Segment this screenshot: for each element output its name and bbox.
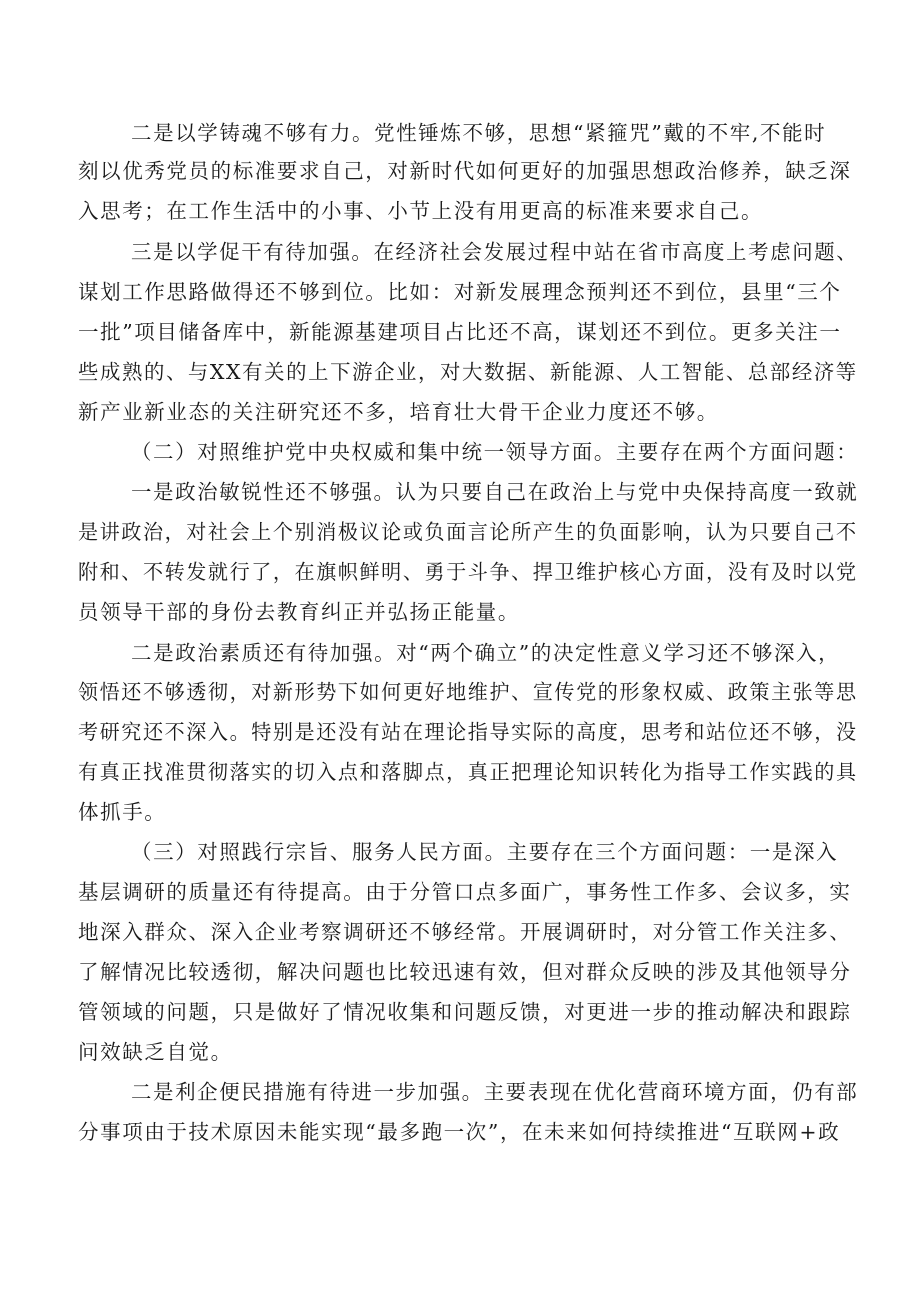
text-line: 二是政治素质还有待加强。对“两个确立”的决定性意义学习还不够深入， [131, 641, 841, 665]
text-line: 是讲政治，对社会上个别消极议论或负面言论所产生的负面影响，认为只要自己不 [78, 520, 858, 544]
text-line: 谋划工作思路做得还不够到位。比如：对新发展理念预判还不到位，县里“三个 [78, 280, 842, 304]
text-line: 二是利企便民措施有待进一步加强。主要表现在优化营商环境方面，仍有部 [131, 1080, 859, 1104]
text-line: 附和、不转发就行了，在旗帜鲜明、勇于斗争、捍卫维护核心方面，没有及时以党 [78, 560, 858, 584]
section-heading: （二）对照维护党中央权威和集中统一领导方面。主要存在两个方面问题： [131, 440, 859, 464]
text-line: 考研究还不深入。特别是还没有站在理论指导实际的高度，思考和站位还不够，没 [78, 720, 858, 744]
text-line: 新产业新业态的关注研究还不多，培育壮大骨干企业力度还不够。 [78, 400, 719, 424]
text-line: 员领导干部的身份去教育纠正并弘扬正能量。 [78, 600, 520, 624]
text-line: 有真正找准贯彻落实的切入点和落脚点，真正把理论知识转化为指导工作实践的具 [78, 760, 858, 784]
text-line: 一批”项目储备库中，新能源基建项目占比还不高，谋划还不到位。更多关注一 [78, 320, 842, 344]
text-line: 一是政治敏锐性还不够强。认为只要自己在政治上与党中央保持高度一致就 [131, 480, 859, 504]
text-line: 分事项由于技术原因未能实现“最多跑一次”，在未来如何持续推进“互联网+政 [78, 1120, 841, 1144]
text-line: 些成熟的、与XX有关的上下游企业，对大数据、新能源、人工智能、总部经济等 [78, 360, 858, 384]
text-line: 地深入群众、深入企业考察调研还不够经常。开展调研时，对分管工作关注多、 [78, 920, 852, 944]
text-line: 入思考；在工作生活中的小事、小节上没有用更高的标准来要求自己。 [78, 199, 764, 223]
text-line: 领悟还不够透彻，对新形势下如何更好地维护、宣传党的形象权威、政策主张等思 [78, 680, 858, 704]
text-line: 三是以学促干有待加强。在经济社会发展过程中站在省市高度上考虑问题、 [131, 240, 859, 264]
text-line: 问效缺乏自觉。 [78, 1040, 233, 1064]
text-line: 了解情况比较透彻，解决问题也比较迅速有效，但对群众反映的涉及其他领导分 [78, 960, 852, 984]
text-line: 刻以优秀党员的标准要求自己，对新时代如何更好的加强思想政治修养，缺乏深 [78, 159, 852, 183]
text-line: 体抓手。 [78, 800, 167, 824]
section-heading: （三）对照践行宗旨、服务人民方面。主要存在三个方面问题：一是深入 [131, 840, 839, 864]
text-line: 二是以学铸魂不够有力。党性锤炼不够，思想“紧箍咒”戴的不牢,不能时 [131, 121, 827, 145]
text-line: 基层调研的质量还有待提高。由于分管口点多面广，事务性工作多、会议多，实 [78, 880, 852, 904]
text-line: 管领域的问题，只是做好了情况收集和问题反馈，对更进一步的推动解决和跟踪 [78, 1000, 852, 1024]
